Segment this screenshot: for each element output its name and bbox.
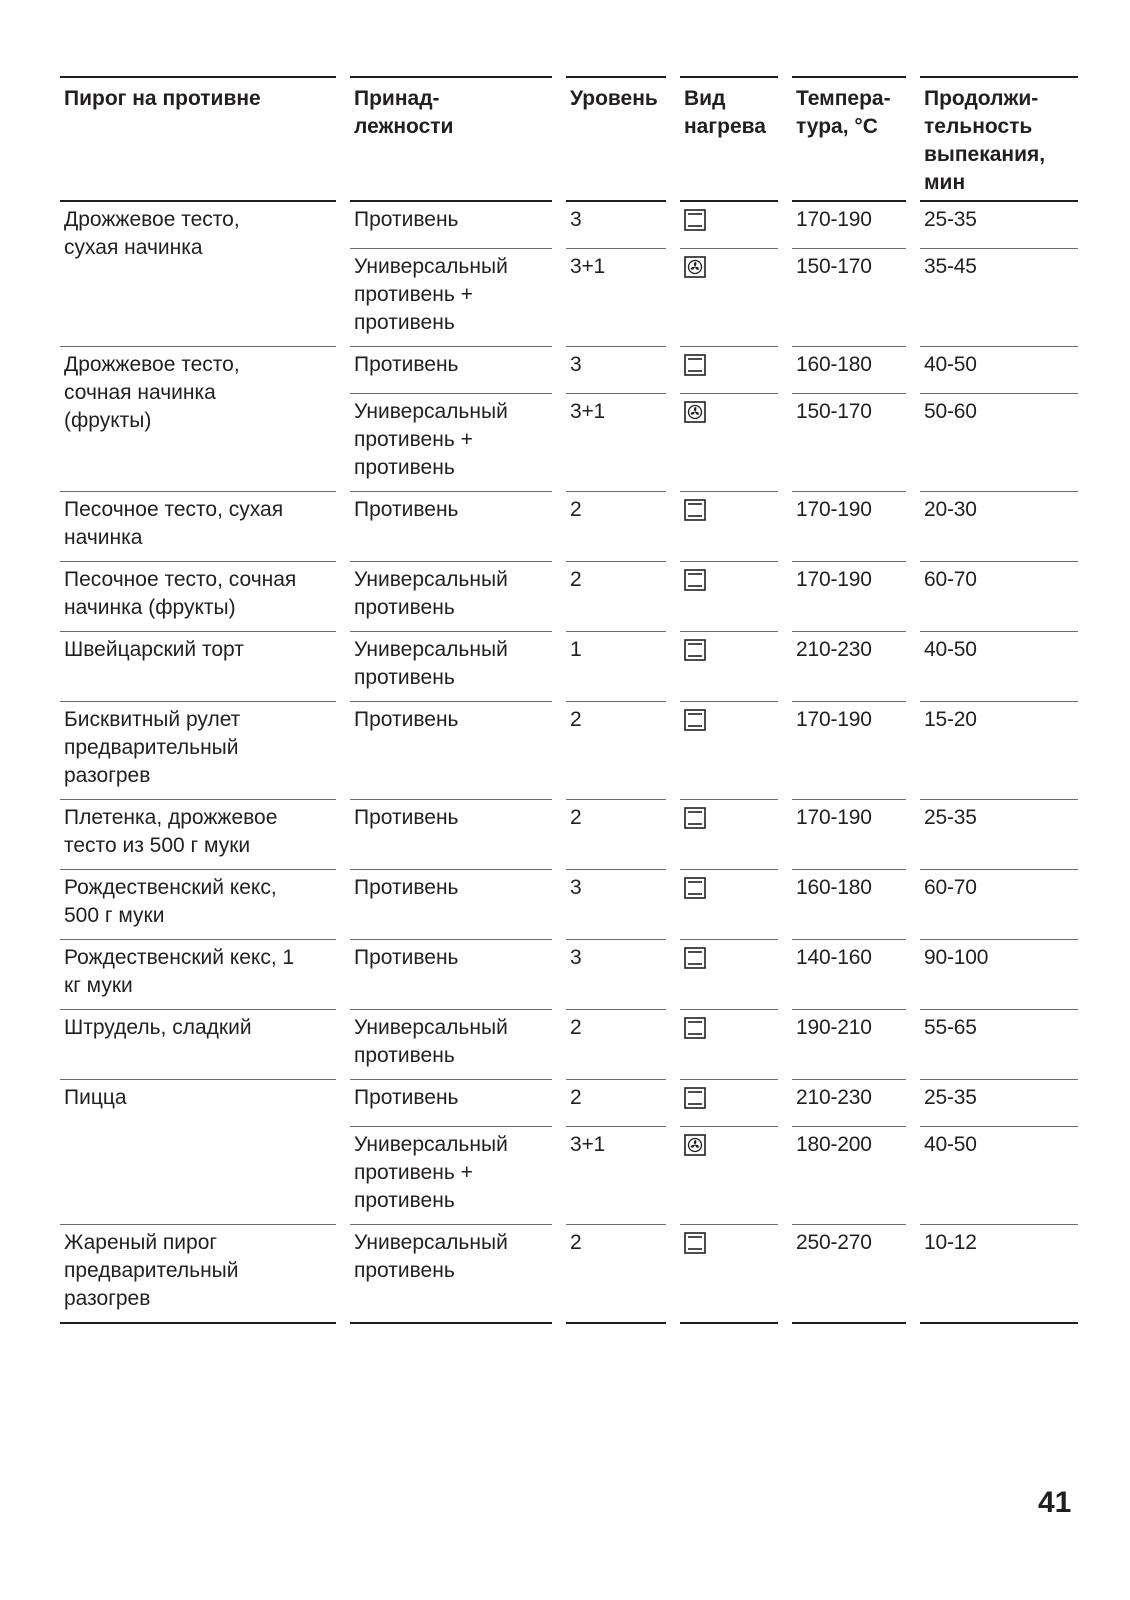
duration-text: 90-100 [924,946,989,969]
cell-heating [673,1127,785,1225]
duration-text: 60-70 [924,876,977,899]
cell-duration [913,347,1078,394]
duration-text: 60-70 [924,568,977,591]
cell-dish [60,201,343,347]
top-bottom-heat-icon [684,209,706,231]
top-bottom-heat-icon [684,807,706,829]
cell-heating [673,394,785,492]
cell-duration [913,870,1078,940]
duration-text: 20-30 [924,498,977,521]
cell-duration [913,940,1078,1010]
table-row [60,492,1078,562]
table-row [60,201,1078,249]
temperature-text: 150-170 [796,400,872,423]
cell-level [559,1225,673,1324]
dish-text: Плетенка, дрожжевое тесто из 500 г муки [64,806,278,857]
cell-accessory [343,940,559,1010]
table-body [60,201,1078,1323]
accessory-text: Противень [354,946,459,969]
table-row [60,562,1078,632]
cell-dish [60,702,343,800]
header-accessories: Принад- лежности [343,77,559,201]
temperature-text: 210-230 [796,1086,872,1109]
duration-text: 25-35 [924,1086,977,1109]
cell-duration [913,702,1078,800]
top-bottom-heat-icon [684,947,706,969]
duration-text: 10-12 [924,1231,977,1254]
dish-text: Песочное тесто, сочная начинка (фрукты) [64,568,297,619]
cell-temperature [785,562,913,632]
cell-dish [60,870,343,940]
temperature-text: 170-190 [796,708,872,731]
cell-temperature [785,940,913,1010]
temperature-text: 180-200 [796,1133,872,1156]
temperature-text: 170-190 [796,498,872,521]
level-text: 2 [570,498,582,521]
cell-accessory [343,347,559,394]
temperature-text: 170-190 [796,806,872,829]
cell-temperature [785,702,913,800]
cell-heating [673,347,785,394]
cell-level [559,1010,673,1080]
cell-accessory [343,562,559,632]
cell-level [559,249,673,347]
accessory-text: Противень [354,208,459,231]
cell-dish [60,1010,343,1080]
duration-text: 35-45 [924,255,977,278]
top-bottom-heat-icon [684,1017,706,1039]
cell-temperature [785,1010,913,1080]
cell-heating [673,702,785,800]
table-row [60,347,1078,394]
temperature-text: 210-230 [796,638,872,661]
cell-dish [60,1225,343,1324]
cell-heating [673,562,785,632]
table-header-row [60,77,1078,201]
table-row [60,800,1078,870]
accessory-text: Универсальный противень + противень [354,1133,508,1212]
dish-text: Дрожжевое тесто, сочная начинка (фрукты) [64,353,240,432]
cell-temperature [785,800,913,870]
cell-level [559,347,673,394]
temperature-text: 250-270 [796,1231,872,1254]
dish-text: Жареный пирог предварительный разогрев [64,1231,239,1310]
cell-heating [673,632,785,702]
cell-temperature [785,632,913,702]
cell-level [559,800,673,870]
dish-text: Швейцарский торт [64,638,244,661]
accessory-text: Противень [354,876,459,899]
cell-heating [673,800,785,870]
cell-level [559,201,673,249]
cell-level [559,870,673,940]
accessory-text: Универсальный противень [354,568,508,619]
page-number: 41 [1038,1486,1072,1519]
cell-temperature [785,394,913,492]
cell-temperature [785,492,913,562]
cell-heating [673,1225,785,1324]
accessory-text: Универсальный противень + противень [354,400,508,479]
cell-heating [673,870,785,940]
cell-temperature [785,347,913,394]
cell-duration [913,201,1078,249]
cell-level [559,492,673,562]
cell-level [559,940,673,1010]
accessory-text: Противень [354,353,459,376]
cell-level [559,394,673,492]
hot-air-fan-icon [684,1134,706,1156]
cell-accessory [343,394,559,492]
baking-table [60,76,1078,1324]
level-text: 3 [570,946,582,969]
temperature-text: 150-170 [796,255,872,278]
level-text: 3 [570,876,582,899]
top-bottom-heat-icon [684,709,706,731]
cell-heating [673,249,785,347]
dish-text: Песочное тесто, сухая начинка [64,498,284,549]
level-text: 3 [570,353,582,376]
cell-accessory [343,492,559,562]
top-bottom-heat-icon [684,569,706,591]
cell-temperature [785,1127,913,1225]
cell-dish [60,1080,343,1225]
cell-duration [913,492,1078,562]
cell-temperature [785,249,913,347]
cell-accessory [343,800,559,870]
cell-accessory [343,1127,559,1225]
level-text: 2 [570,1016,582,1039]
dish-text: Дрожжевое тесто, сухая начинка [64,208,240,259]
cell-level [559,702,673,800]
level-text: 3+1 [570,1133,606,1156]
level-text: 2 [570,568,582,591]
header-dish: Пирог на противне [60,77,343,201]
duration-text: 40-50 [924,1133,977,1156]
cell-level [559,562,673,632]
table-row [60,1225,1078,1324]
temperature-text: 140-160 [796,946,872,969]
level-text: 3+1 [570,255,606,278]
accessory-text: Противень [354,498,459,521]
duration-text: 40-50 [924,638,977,661]
accessory-text: Универсальный противень [354,1016,508,1067]
top-bottom-heat-icon [684,1232,706,1254]
table-row [60,940,1078,1010]
dish-text: Пицца [64,1086,127,1109]
duration-text: 25-35 [924,208,977,231]
cell-temperature [785,1080,913,1127]
cell-heating [673,492,785,562]
cell-level [559,632,673,702]
level-text: 3+1 [570,400,606,423]
top-bottom-heat-icon [684,1087,706,1109]
temperature-text: 170-190 [796,568,872,591]
temperature-text: 170-190 [796,208,872,231]
cell-heating [673,1010,785,1080]
duration-text: 50-60 [924,400,977,423]
header-duration: Продолжи- тельность выпекания, мин [913,77,1078,201]
cell-duration [913,800,1078,870]
top-bottom-heat-icon [684,877,706,899]
cell-accessory [343,1010,559,1080]
cell-duration [913,394,1078,492]
cell-dish [60,347,343,492]
cell-heating [673,1080,785,1127]
cell-accessory [343,1225,559,1324]
cell-duration [913,562,1078,632]
cell-dish [60,492,343,562]
table-row [60,870,1078,940]
cell-heating [673,201,785,249]
accessory-text: Противень [354,1086,459,1109]
accessory-text: Противень [354,806,459,829]
temperature-text: 160-180 [796,353,872,376]
cell-accessory [343,201,559,249]
top-bottom-heat-icon [684,639,706,661]
cell-heating [673,940,785,1010]
dish-text: Рождественский кекс, 1 кг муки [64,946,295,997]
table-row [60,632,1078,702]
level-text: 2 [570,708,582,731]
accessory-text: Универсальный противень + противень [354,255,508,334]
cell-duration [913,1080,1078,1127]
cell-temperature [785,1225,913,1324]
cell-dish [60,562,343,632]
cell-duration [913,1225,1078,1324]
cell-accessory [343,1080,559,1127]
duration-text: 40-50 [924,353,977,376]
temperature-text: 190-210 [796,1016,872,1039]
temperature-text: 160-180 [796,876,872,899]
level-text: 2 [570,1231,582,1254]
cell-duration [913,632,1078,702]
table-row [60,1080,1078,1127]
hot-air-fan-icon [684,401,706,423]
dish-text: Бисквитный рулет предварительный разогрев [64,708,241,787]
cell-duration [913,249,1078,347]
cell-temperature [785,870,913,940]
accessory-text: Универсальный противень [354,1231,508,1282]
duration-text: 25-35 [924,806,977,829]
cell-accessory [343,632,559,702]
cell-dish [60,940,343,1010]
cell-duration [913,1127,1078,1225]
cell-accessory [343,870,559,940]
cell-level [559,1127,673,1225]
table-row [60,702,1078,800]
dish-text: Рождественский кекс, 500 г муки [64,876,277,927]
cell-accessory [343,249,559,347]
cell-accessory [343,702,559,800]
accessory-text: Универсальный противень [354,638,508,689]
level-text: 2 [570,1086,582,1109]
duration-text: 15-20 [924,708,977,731]
header-temperature: Темпера- тура, °C [785,77,913,201]
cell-dish [60,800,343,870]
cell-level [559,1080,673,1127]
hot-air-fan-icon [684,256,706,278]
top-bottom-heat-icon [684,354,706,376]
level-text: 1 [570,638,582,661]
level-text: 3 [570,208,582,231]
accessory-text: Противень [354,708,459,731]
table-row [60,1010,1078,1080]
level-text: 2 [570,806,582,829]
cell-duration [913,1010,1078,1080]
header-heating: Вид нагрева [673,77,785,201]
cell-temperature [785,201,913,249]
top-bottom-heat-icon [684,499,706,521]
duration-text: 55-65 [924,1016,977,1039]
cell-dish [60,632,343,702]
dish-text: Штрудель, сладкий [64,1016,252,1039]
header-level: Уровень [559,77,673,201]
